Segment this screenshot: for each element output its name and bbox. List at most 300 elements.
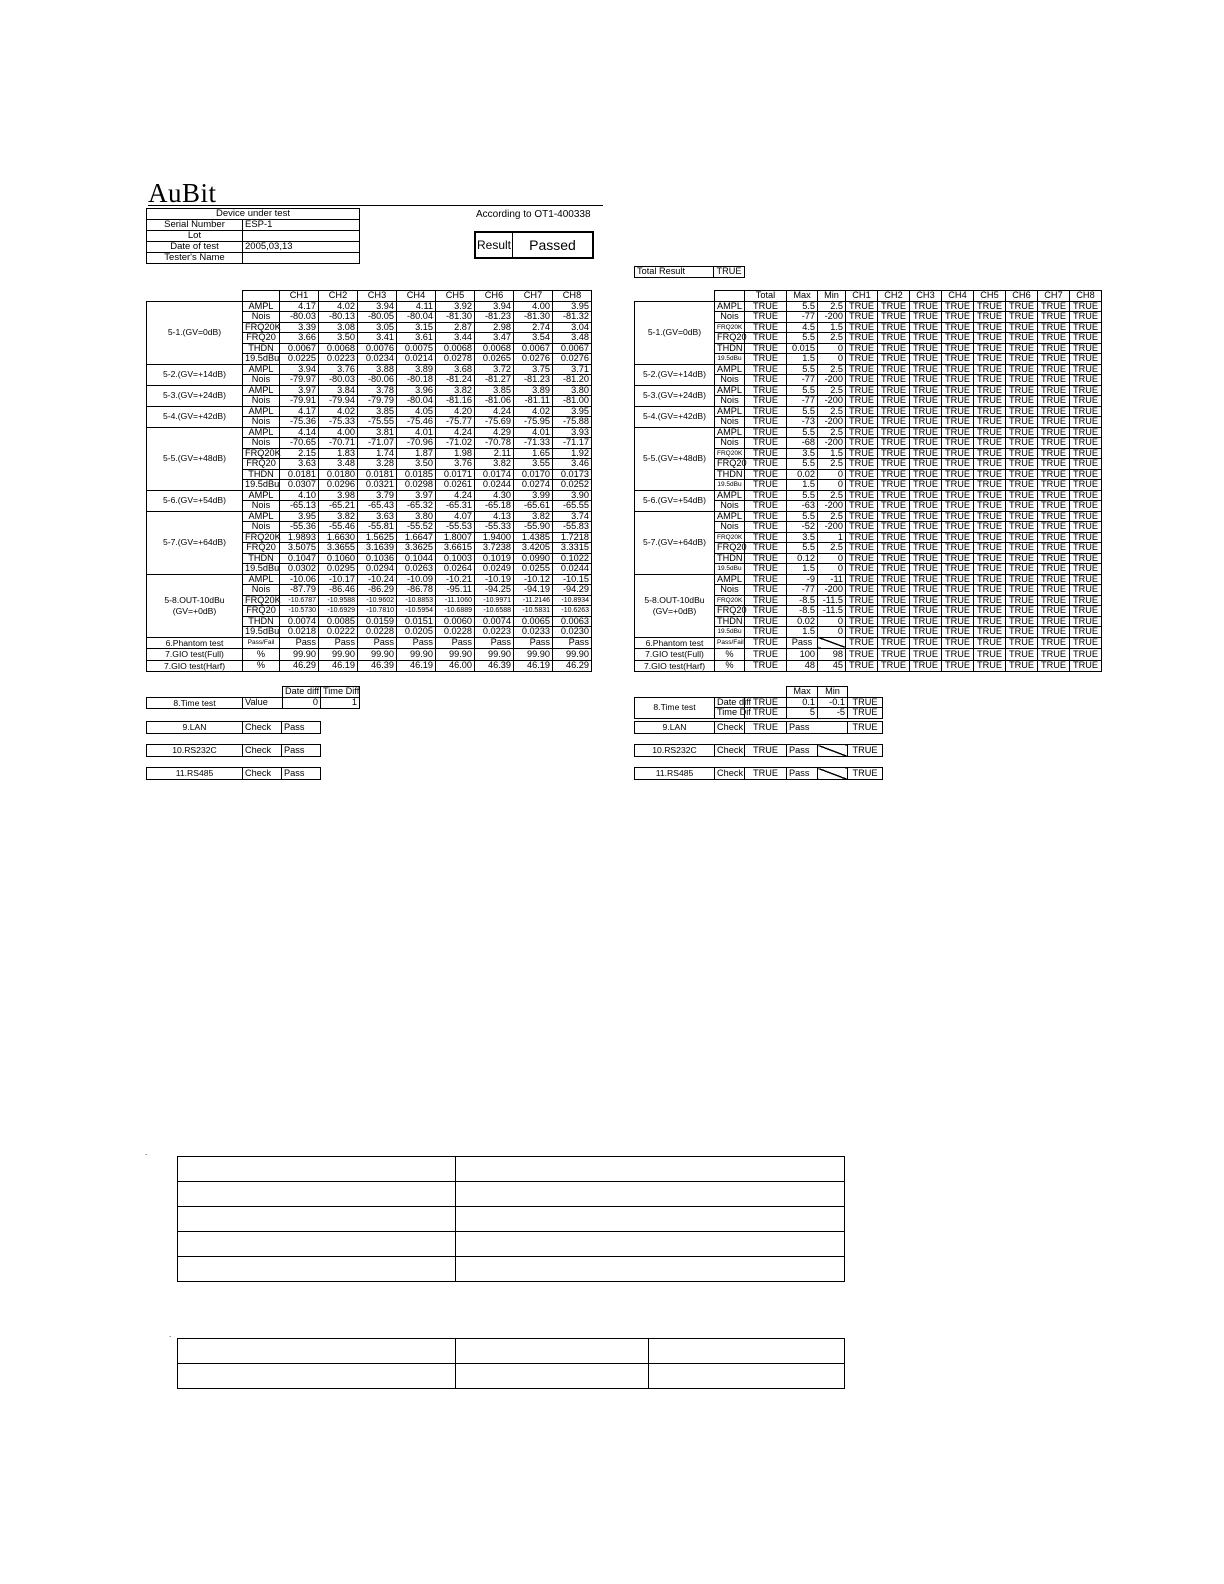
value-cell: 0.0085 — [319, 616, 358, 627]
channel-judge-cell: TRUE — [974, 480, 1006, 491]
channel-header: CH4 — [942, 291, 974, 302]
value-cell: 0.0307 — [280, 480, 319, 491]
channel-judge-cell: TRUE — [878, 490, 910, 501]
channel-judge-cell: TRUE — [1038, 480, 1070, 491]
max-cell: -9 — [787, 574, 818, 585]
channel-judge-cell: TRUE — [1038, 322, 1070, 333]
value-cell: 3.50 — [319, 333, 358, 344]
value-cell: -80.05 — [358, 312, 397, 323]
value-cell: 1.6647 — [397, 532, 436, 543]
total-cell: TRUE — [745, 364, 787, 375]
value-cell: -81.00 — [553, 396, 592, 407]
rs232c-judge-empty — [818, 745, 848, 757]
group-label-5-2-gv-14db: 5-2.(GV=+14dB) — [147, 364, 243, 385]
single-judge-row — [635, 660, 1102, 672]
channel-judge-cell: TRUE — [846, 649, 878, 661]
lan-judge-total: TRUE — [745, 722, 787, 734]
group-judge-label-5-5-gv-48db: 5-5.(GV=+48dB) — [635, 427, 715, 490]
value-cell: -10.24 — [358, 574, 397, 585]
value-cell: 0.0075 — [397, 343, 436, 354]
channel-judge-cell: TRUE — [974, 532, 1006, 543]
value-cell: 2.98 — [475, 322, 514, 333]
value-cell: 0.0255 — [514, 564, 553, 575]
channel-judge-cell: TRUE — [878, 301, 910, 312]
max-cell: -73 — [787, 417, 818, 428]
value-cell: 99.90 — [475, 649, 514, 661]
max-cell: 3.5 — [787, 448, 818, 459]
single-test-label: 7.GIO test(Harf) — [147, 660, 243, 672]
according-reference: According to OT1-400338 — [476, 209, 591, 220]
value-cell: 0.0171 — [436, 469, 475, 480]
channel-judge-cell: TRUE — [1038, 354, 1070, 365]
channel-judge-cell: TRUE — [1038, 553, 1070, 564]
channel-judge-cell: TRUE — [974, 375, 1006, 386]
judgement-row — [635, 301, 1102, 312]
value-cell: 0.0274 — [514, 480, 553, 491]
channel-judge-cell: TRUE — [910, 627, 942, 638]
value-cell: -86.46 — [319, 585, 358, 596]
single-test-param: % — [243, 649, 280, 661]
channel-judge-cell: TRUE — [1006, 480, 1038, 491]
channel-judge-cell: TRUE — [1070, 649, 1102, 661]
param-ampl: AMPL — [243, 490, 280, 501]
value-cell: -10.6929 — [319, 606, 358, 617]
channel-judge-cell: TRUE — [878, 333, 910, 344]
blank-cell — [455, 1364, 649, 1389]
total-cell: TRUE — [745, 585, 787, 596]
value-cell: 0.0298 — [397, 480, 436, 491]
group-label-5-3-gv-24db: 5-3.(GV=+24dB) — [147, 385, 243, 406]
min-cell: 0 — [818, 354, 846, 365]
value-cell: 0.0223 — [475, 627, 514, 638]
channel-judge-cell: TRUE — [1070, 543, 1102, 554]
channel-judge-cell: TRUE — [878, 637, 910, 649]
channel-judge-cell: TRUE — [942, 490, 974, 501]
value-cell: -10.8934 — [553, 595, 592, 606]
param-thdn: THDN — [243, 616, 280, 627]
channel-judge-cell: TRUE — [974, 427, 1006, 438]
value-cell: -10.19 — [475, 574, 514, 585]
rs232c-judge-total: TRUE — [745, 745, 787, 757]
param-nois: Nois — [715, 438, 745, 449]
date-diff-total: TRUE — [745, 697, 787, 708]
value-cell: 0.1003 — [436, 553, 475, 564]
judge-header: Total — [745, 291, 787, 302]
param-thdn: THDN — [715, 553, 745, 564]
value-cell: -86.29 — [358, 585, 397, 596]
total-cell: TRUE — [745, 522, 787, 533]
value-cell: 3.88 — [358, 364, 397, 375]
value-cell: -71.07 — [358, 438, 397, 449]
max-cell: 5.5 — [787, 427, 818, 438]
judgement-row — [635, 385, 1102, 396]
param-frq20k: FRQ20K — [715, 595, 745, 606]
channel-judge-cell: TRUE — [974, 616, 1006, 627]
channel-judge-cell: TRUE — [974, 396, 1006, 407]
rs485-param: Check — [243, 768, 282, 780]
min-cell: -200 — [818, 438, 846, 449]
value-cell: -81.23 — [514, 375, 553, 386]
total-cell: TRUE — [745, 375, 787, 386]
param-frq20k: FRQ20K — [715, 448, 745, 459]
channel-judge-cell: TRUE — [878, 627, 910, 638]
value-cell: -80.03 — [280, 312, 319, 323]
min-cell: 2.5 — [818, 301, 846, 312]
value-cell: 4.24 — [436, 490, 475, 501]
channel-judge-cell: TRUE — [974, 627, 1006, 638]
value-cell: -10.15 — [553, 574, 592, 585]
value-cell: -10.6588 — [475, 606, 514, 617]
channel-judge-cell: TRUE — [1006, 312, 1038, 323]
total-cell: TRUE — [745, 322, 787, 333]
value-cell: 4.24 — [436, 427, 475, 438]
min-cell: -11.5 — [818, 606, 846, 617]
value-cell: -81.16 — [436, 396, 475, 407]
value-cell: 46.29 — [280, 660, 319, 672]
min-cell: -11.5 — [818, 595, 846, 606]
max-cell: -77 — [787, 312, 818, 323]
tester-name-label: Tester's Name — [147, 253, 243, 264]
channel-judge-cell: TRUE — [1070, 564, 1102, 575]
value-cell: 1.7218 — [553, 532, 592, 543]
channel-judge-cell: TRUE — [1006, 364, 1038, 375]
value-cell: 0.0222 — [319, 627, 358, 638]
value-cell: -10.6787 — [280, 595, 319, 606]
param-ampl: AMPL — [243, 364, 280, 375]
channel-judge-cell: TRUE — [846, 333, 878, 344]
channel-judge-cell: TRUE — [878, 616, 910, 627]
channel-judge-cell: TRUE — [942, 469, 974, 480]
channel-judge-cell: TRUE — [942, 543, 974, 554]
group-judge-label-5-6-gv-54db: 5-6.(GV=+54dB) — [635, 490, 715, 511]
channel-judge-cell: TRUE — [1038, 406, 1070, 417]
value-cell: 99.90 — [553, 649, 592, 661]
value-cell: 3.47 — [475, 333, 514, 344]
min-cell: 1.5 — [818, 448, 846, 459]
channel-judge-cell: TRUE — [878, 574, 910, 585]
value-cell: 4.01 — [514, 427, 553, 438]
param-19-5dbu: 19.5dBu — [715, 627, 745, 638]
channel-judge-cell: TRUE — [942, 354, 974, 365]
channel-judge-cell: TRUE — [846, 312, 878, 323]
lan-label: 9.LAN — [147, 722, 243, 734]
channel-judge-cell: TRUE — [1070, 469, 1102, 480]
param-19-5dbu: 19.5dBu — [243, 480, 280, 491]
channel-judge-cell: TRUE — [910, 448, 942, 459]
max-cell: -77 — [787, 375, 818, 386]
total-cell: TRUE — [745, 301, 787, 312]
value-cell: 46.19 — [397, 660, 436, 672]
channel-judge-cell: TRUE — [1070, 490, 1102, 501]
value-cell: 0.0181 — [358, 469, 397, 480]
channel-judge-cell: TRUE — [1070, 511, 1102, 522]
max-cell: 5.5 — [787, 511, 818, 522]
channel-judge-cell: TRUE — [1070, 427, 1102, 438]
channel-judge-cell: TRUE — [910, 364, 942, 375]
value-cell: 3.4205 — [514, 543, 553, 554]
value-cell: 46.39 — [475, 660, 514, 672]
channel-judge-cell: TRUE — [1006, 438, 1038, 449]
channel-judge-cell: TRUE — [846, 406, 878, 417]
value-cell: 3.76 — [319, 364, 358, 375]
judgement-row — [635, 427, 1102, 438]
single-judge-param: Pass/Fail — [715, 637, 745, 649]
value-cell: -10.9588 — [319, 595, 358, 606]
value-cell: 4.01 — [397, 427, 436, 438]
channel-judge-cell: TRUE — [910, 438, 942, 449]
channel-judge-cell: TRUE — [1038, 469, 1070, 480]
time-diff-total: TRUE — [745, 708, 787, 719]
channel-judge-cell: TRUE — [1070, 501, 1102, 512]
channel-judge-cell: TRUE — [910, 543, 942, 554]
rs232c-label: 10.RS232C — [147, 745, 243, 757]
value-cell: 2.74 — [514, 322, 553, 333]
param-nois: Nois — [715, 501, 745, 512]
value-cell: 3.90 — [553, 490, 592, 501]
value-cell: 1.87 — [397, 448, 436, 459]
device-info-title: Device under test — [147, 209, 360, 220]
value-cell: 3.94 — [358, 301, 397, 312]
param-ampl: AMPL — [243, 385, 280, 396]
single-judge-param: % — [715, 660, 745, 672]
max-cell: 5.5 — [787, 490, 818, 501]
value-cell: -10.8853 — [397, 595, 436, 606]
value-cell: -79.94 — [319, 396, 358, 407]
date-of-test-label: Date of test — [147, 242, 243, 253]
time-diff-value: 1 — [321, 697, 360, 709]
group-judge-label-5-3-gv-24db: 5-3.(GV=+24dB) — [635, 385, 715, 406]
channel-judge-cell: TRUE — [1038, 301, 1070, 312]
rs485-judge-label: 11.RS485 — [635, 768, 715, 780]
date-diff-result: TRUE — [848, 697, 883, 708]
max-cell: 0.015 — [787, 343, 818, 354]
param-nois: Nois — [243, 501, 280, 512]
value-cell: 3.6615 — [436, 543, 475, 554]
channel-judge-cell: TRUE — [910, 660, 942, 672]
value-cell: 0.0244 — [475, 480, 514, 491]
total-cell: TRUE — [745, 396, 787, 407]
value-cell: 2.15 — [280, 448, 319, 459]
value-cell: 1.98 — [436, 448, 475, 459]
param-nois: Nois — [243, 522, 280, 533]
channel-judge-cell: TRUE — [1038, 438, 1070, 449]
max-cell: 1.5 — [787, 564, 818, 575]
min-cell: 98 — [818, 649, 846, 661]
channel-header: CH1 — [846, 291, 878, 302]
channel-judge-cell: TRUE — [910, 522, 942, 533]
channel-judge-cell: TRUE — [1038, 396, 1070, 407]
measurement-row — [147, 301, 592, 312]
channel-judge-cell: TRUE — [846, 354, 878, 365]
group-judge-label-5-4-gv-42db: 5-4.(GV=+42dB) — [635, 406, 715, 427]
time-max-header: Max — [787, 687, 818, 698]
blank-cell — [178, 1157, 456, 1182]
channel-judge-cell: TRUE — [1070, 333, 1102, 344]
value-cell: -10.6889 — [436, 606, 475, 617]
channel-judge-cell: TRUE — [1070, 459, 1102, 470]
blank-cell — [178, 1232, 456, 1257]
min-cell: 0 — [818, 564, 846, 575]
min-cell: -200 — [818, 417, 846, 428]
channel-judge-cell: TRUE — [846, 627, 878, 638]
channel-judge-cell: TRUE — [910, 469, 942, 480]
param-ampl: AMPL — [715, 364, 745, 375]
value-cell: 1.8007 — [436, 532, 475, 543]
max-cell: 5.5 — [787, 364, 818, 375]
value-cell: 1.74 — [358, 448, 397, 459]
max-cell: 0.02 — [787, 469, 818, 480]
total-cell: TRUE — [745, 501, 787, 512]
param-frq20: FRQ20 — [715, 333, 745, 344]
value-cell: 0.1022 — [553, 553, 592, 564]
value-cell: 3.63 — [358, 511, 397, 522]
blank-cell — [178, 1364, 456, 1389]
min-cell: 0 — [818, 627, 846, 638]
channel-judge-cell: TRUE — [846, 660, 878, 672]
channel-header: CH6 — [475, 291, 514, 302]
value-cell: -81.11 — [514, 396, 553, 407]
value-cell: -80.04 — [397, 312, 436, 323]
max-cell: 5.5 — [787, 406, 818, 417]
param-ampl: AMPL — [243, 574, 280, 585]
value-cell: -10.5954 — [397, 606, 436, 617]
param-nois: Nois — [715, 396, 745, 407]
value-cell: 4.17 — [280, 406, 319, 417]
channel-judge-cell: TRUE — [974, 333, 1006, 344]
total-cell: TRUE — [745, 354, 787, 365]
channel-header: CH6 — [1006, 291, 1038, 302]
value-cell: -81.30 — [436, 312, 475, 323]
param-frq20: FRQ20 — [243, 543, 280, 554]
channel-judge-cell: TRUE — [878, 364, 910, 375]
judgement-table — [634, 290, 1102, 672]
time-diff-result: TRUE — [848, 708, 883, 719]
value-cell: -55.81 — [358, 522, 397, 533]
total-cell: TRUE — [745, 343, 787, 354]
channel-judge-cell: TRUE — [1006, 406, 1038, 417]
channel-judge-cell: TRUE — [878, 459, 910, 470]
param-nois: Nois — [715, 585, 745, 596]
value-cell: 0.0180 — [319, 469, 358, 480]
value-cell: 0.0321 — [358, 480, 397, 491]
channel-judge-cell: TRUE — [1006, 553, 1038, 564]
channel-judge-cell: TRUE — [1070, 595, 1102, 606]
value-cell: 4.10 — [280, 490, 319, 501]
value-cell: -70.96 — [397, 438, 436, 449]
group-label-5-8-out-10dbu-gv-0db: 5-8.OUT-10dBu (GV=+0dB) — [147, 574, 243, 637]
channel-judge-cell: TRUE — [974, 312, 1006, 323]
value-cell: -65.18 — [475, 501, 514, 512]
channel-judge-cell: TRUE — [974, 385, 1006, 396]
value-cell: 0.0067 — [280, 343, 319, 354]
value-cell: -55.90 — [514, 522, 553, 533]
channel-judge-cell: TRUE — [846, 438, 878, 449]
value-cell: -10.17 — [319, 574, 358, 585]
channel-judge-cell: TRUE — [1006, 637, 1038, 649]
value-cell: -94.29 — [553, 585, 592, 596]
channel-judge-cell: TRUE — [1070, 385, 1102, 396]
value-cell: -65.55 — [553, 501, 592, 512]
value-cell: 99.90 — [436, 649, 475, 661]
total-cell: TRUE — [745, 616, 787, 627]
value-cell: 3.15 — [397, 322, 436, 333]
value-cell: 0.1044 — [397, 553, 436, 564]
rs485-judge-value: Pass — [787, 768, 818, 780]
value-cell: -79.79 — [358, 396, 397, 407]
value-cell: 0.0174 — [475, 469, 514, 480]
channel-judge-cell: TRUE — [942, 375, 974, 386]
total-cell: TRUE — [745, 564, 787, 575]
channel-judge-cell: TRUE — [1070, 480, 1102, 491]
param-19-5dbu: 19.5dBu — [243, 354, 280, 365]
channel-judge-cell: TRUE — [974, 354, 1006, 365]
value-cell: 0.0068 — [436, 343, 475, 354]
value-cell: 1.4385 — [514, 532, 553, 543]
value-cell: 3.08 — [319, 322, 358, 333]
channel-judge-cell: TRUE — [942, 660, 974, 672]
min-cell: -200 — [818, 375, 846, 386]
value-cell: -55.33 — [475, 522, 514, 533]
channel-header: CH5 — [436, 291, 475, 302]
value-cell: -70.65 — [280, 438, 319, 449]
measurement-row — [147, 385, 592, 396]
header-blank — [635, 291, 715, 302]
channel-judge-cell: TRUE — [974, 585, 1006, 596]
channel-judge-cell: TRUE — [942, 448, 974, 459]
value-cell: 2.87 — [436, 322, 475, 333]
value-cell: 4.24 — [475, 406, 514, 417]
group-judge-label-5-8-out-10dbu-gv-0db: 5-8.OUT-10dBu (GV=+0dB) — [635, 574, 715, 637]
channel-judge-cell: TRUE — [878, 312, 910, 323]
channel-judge-cell: TRUE — [1038, 543, 1070, 554]
value-cell: -75.46 — [397, 417, 436, 428]
value-cell: -87.79 — [280, 585, 319, 596]
channel-judge-cell: TRUE — [942, 385, 974, 396]
channel-judge-cell: TRUE — [910, 301, 942, 312]
result-box — [474, 231, 594, 259]
value-cell: 3.3655 — [319, 543, 358, 554]
total-cell: TRUE — [745, 595, 787, 606]
value-cell: 3.99 — [514, 490, 553, 501]
blank-cell — [649, 1364, 845, 1389]
value-cell: -65.13 — [280, 501, 319, 512]
time-test-judgement-table — [634, 686, 883, 719]
param-nois: Nois — [243, 396, 280, 407]
value-cell: 3.85 — [358, 406, 397, 417]
min-cell: -200 — [818, 585, 846, 596]
judgement-row — [635, 364, 1102, 375]
total-cell: TRUE — [745, 490, 787, 501]
value-cell: 3.05 — [358, 322, 397, 333]
channel-judge-cell: TRUE — [1070, 532, 1102, 543]
time-diff-max: 5 — [787, 708, 818, 719]
channel-judge-cell: TRUE — [878, 406, 910, 417]
min-cell: 2.5 — [818, 543, 846, 554]
date-diff-header: Date diff — [283, 687, 321, 698]
channel-judge-cell: TRUE — [942, 333, 974, 344]
channel-judge-cell: TRUE — [878, 396, 910, 407]
channel-judge-cell: TRUE — [910, 375, 942, 386]
value-cell: 0.0214 — [397, 354, 436, 365]
channel-judge-cell: TRUE — [942, 574, 974, 585]
rs232c-check-table — [146, 744, 321, 757]
value-cell: 3.92 — [436, 301, 475, 312]
channel-judge-cell: TRUE — [846, 637, 878, 649]
channel-judge-cell: TRUE — [1006, 606, 1038, 617]
channel-judge-cell: TRUE — [974, 553, 1006, 564]
channel-judge-cell: TRUE — [1070, 616, 1102, 627]
blank-table-2 — [177, 1338, 845, 1389]
